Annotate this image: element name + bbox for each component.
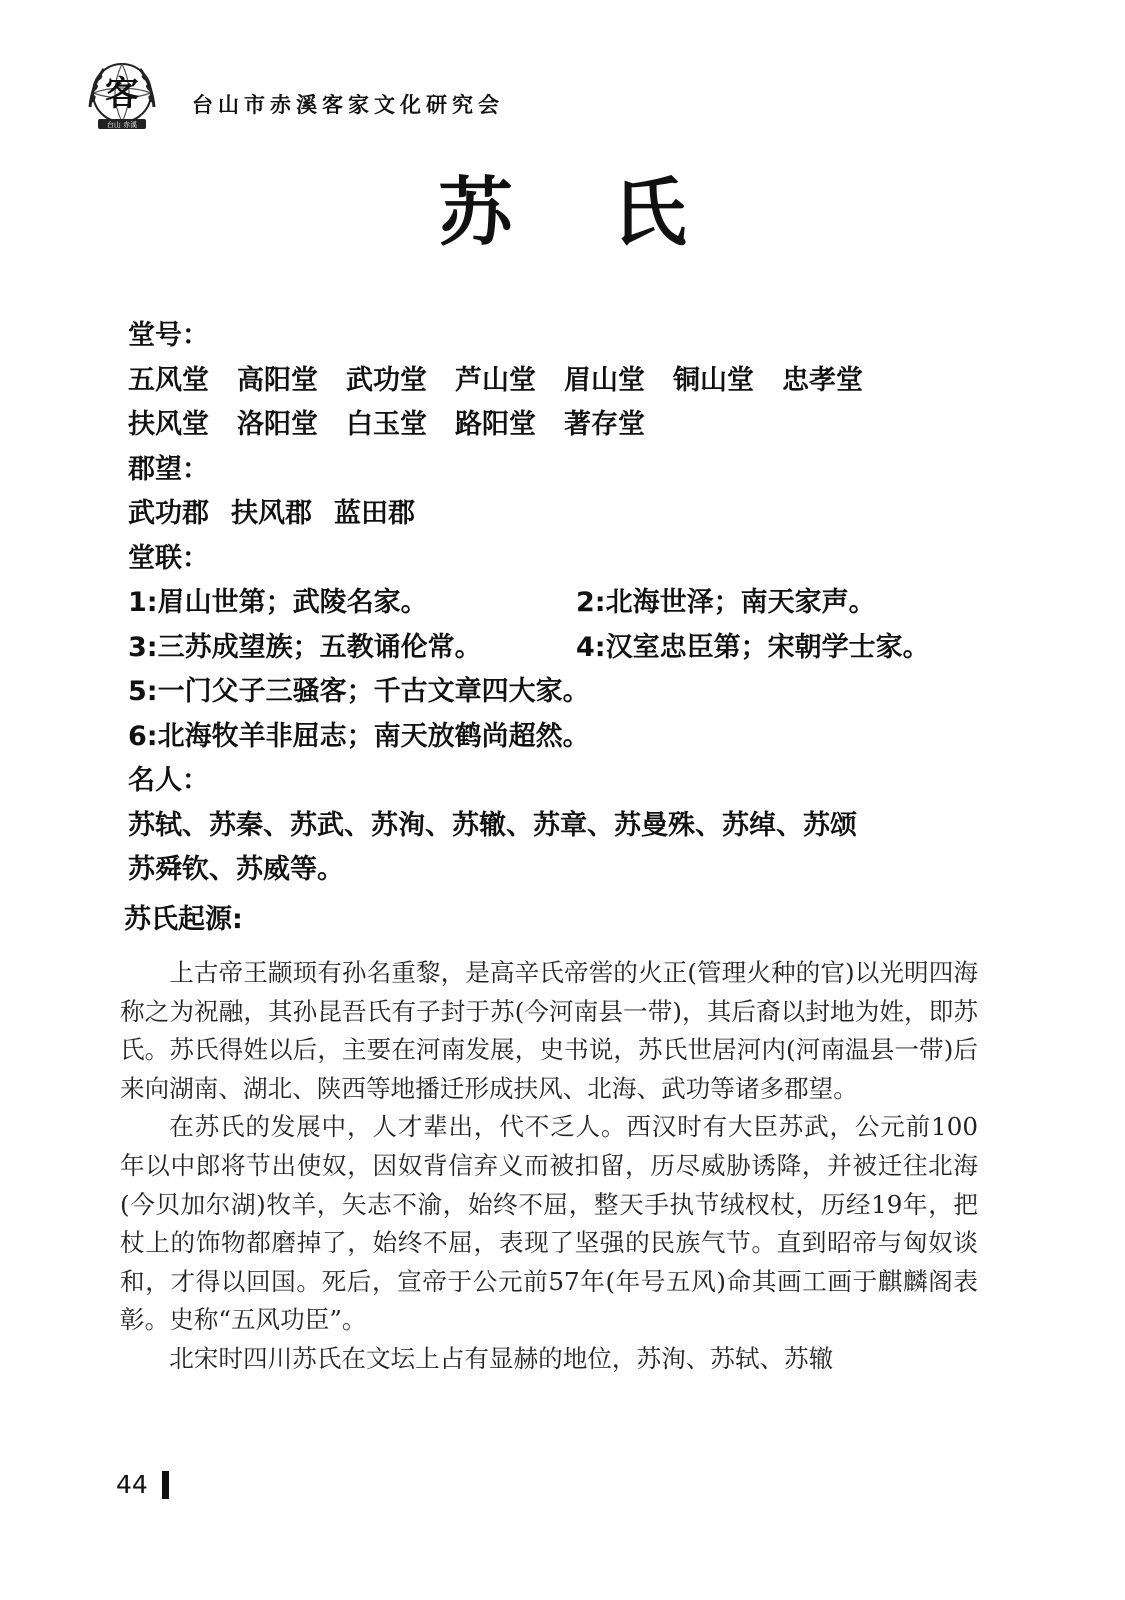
origin-heading: 苏氏起源: bbox=[124, 904, 243, 935]
couplet: 1:眉山世第；武陵名家。 bbox=[128, 587, 428, 618]
hall-name: 忠孝堂 bbox=[782, 364, 863, 396]
origin-paragraph: 在苏氏的发展中，人才辈出，代不乏人。西汉时有大臣苏武，公元前100年以中郎将节出使奴，因奴背信弃义而被扣留，历尽威胁诱降，并被迁往北海(今贝加尔湖)牧羊，矢志不渝，始终不屈，整天手执节绒杈杖，历经19年，把杖上的饰物都磨掉了，始终不屈，表现了坚强的民族气节。直到昭帝与匈奴谈和，才得以回国。死后，宣帝于公元前57年(年号五风)命其画工画于麒麟阁表彰。史称“五风功臣”。 bbox=[120, 1112, 978, 1335]
association-logo bbox=[82, 55, 162, 135]
couplets-list bbox=[128, 581, 1008, 759]
couplet: 2:北海世泽；南天家声。 bbox=[576, 587, 876, 618]
page-header bbox=[82, 52, 504, 138]
couplets-label: 堂联： bbox=[128, 542, 209, 574]
couplet: 3:三苏成望族；五教诵伦常。 bbox=[128, 631, 482, 663]
page-marker-bar bbox=[162, 1471, 169, 1499]
couplet: 5:一门父子三骚客；千古文章四大家。 bbox=[128, 676, 590, 707]
title-char-2: 氏 bbox=[612, 170, 687, 256]
couplet: 6:北海牧羊非屈志；南天放鹤尚超然。 bbox=[128, 720, 590, 752]
prefecture: 蓝田郡 bbox=[334, 498, 415, 529]
prefectures-row bbox=[128, 492, 1008, 537]
hall-name: 路阳堂 bbox=[455, 409, 536, 440]
hall-name: 武功堂 bbox=[346, 364, 427, 396]
couplet: 4:汉室忠臣第；宋朝学士家。 bbox=[576, 631, 930, 663]
origin-paragraph: 北宋时四川苏氏在文坛上占有显赫的地位，苏洵、苏轼、苏辙 bbox=[169, 1343, 834, 1373]
hall-name: 著存堂 bbox=[564, 409, 645, 440]
hall-names-row-1 bbox=[128, 359, 1008, 404]
organization-name: 台山市赤溪客家文化研究会 bbox=[192, 92, 504, 117]
hall-name: 芦山堂 bbox=[455, 364, 536, 396]
hall-name: 铜山堂 bbox=[673, 364, 754, 396]
hall-name: 眉山堂 bbox=[564, 364, 645, 396]
origin-body bbox=[120, 954, 978, 1379]
notables-line-2: 苏舜钦、苏威等。 bbox=[128, 854, 344, 885]
notables-label: 名人： bbox=[128, 765, 209, 796]
hall-names-label: 堂号： bbox=[128, 320, 209, 351]
prefecture: 武功郡 bbox=[128, 498, 209, 529]
svg-text:客: 客 bbox=[105, 74, 139, 114]
hall-name: 高阳堂 bbox=[237, 364, 318, 396]
page-title bbox=[0, 168, 1125, 258]
hall-name: 白玉堂 bbox=[346, 409, 427, 440]
page-number: 44 bbox=[116, 1470, 148, 1499]
hall-name: 扶风堂 bbox=[128, 409, 209, 440]
prefectures-label: 郡望： bbox=[128, 453, 209, 485]
notables-line-1: 苏轼、苏秦、苏武、苏洵、苏辙、苏章、苏曼殊、苏绰、苏颂 bbox=[128, 809, 857, 841]
hall-name: 洛阳堂 bbox=[237, 409, 318, 440]
origin-paragraph: 上古帝王颛顼有孙名重黎，是高辛氏帝喾的火正(管理火种的官)以光明四海称之为祝融，其孙昆吾氏有子封于苏(今河南县一带)，其后裔以封地为姓，即苏氏。苏氏得姓以后，主要在河南发展，史书说，苏氏世居河内(河南温县一带)后来向湖南、湖北、陕西等地播迁形成扶风、北海、武功等诸多郡望。 bbox=[120, 958, 978, 1103]
hall-name: 五风堂 bbox=[128, 364, 209, 396]
title-char-1: 苏 bbox=[438, 170, 513, 256]
surname-info bbox=[128, 314, 1008, 893]
svg-text:台山 赤溪: 台山 赤溪 bbox=[106, 121, 138, 129]
page-footer bbox=[116, 1470, 169, 1499]
prefecture: 扶风郡 bbox=[231, 498, 312, 529]
hall-names-row-2 bbox=[128, 403, 1008, 448]
